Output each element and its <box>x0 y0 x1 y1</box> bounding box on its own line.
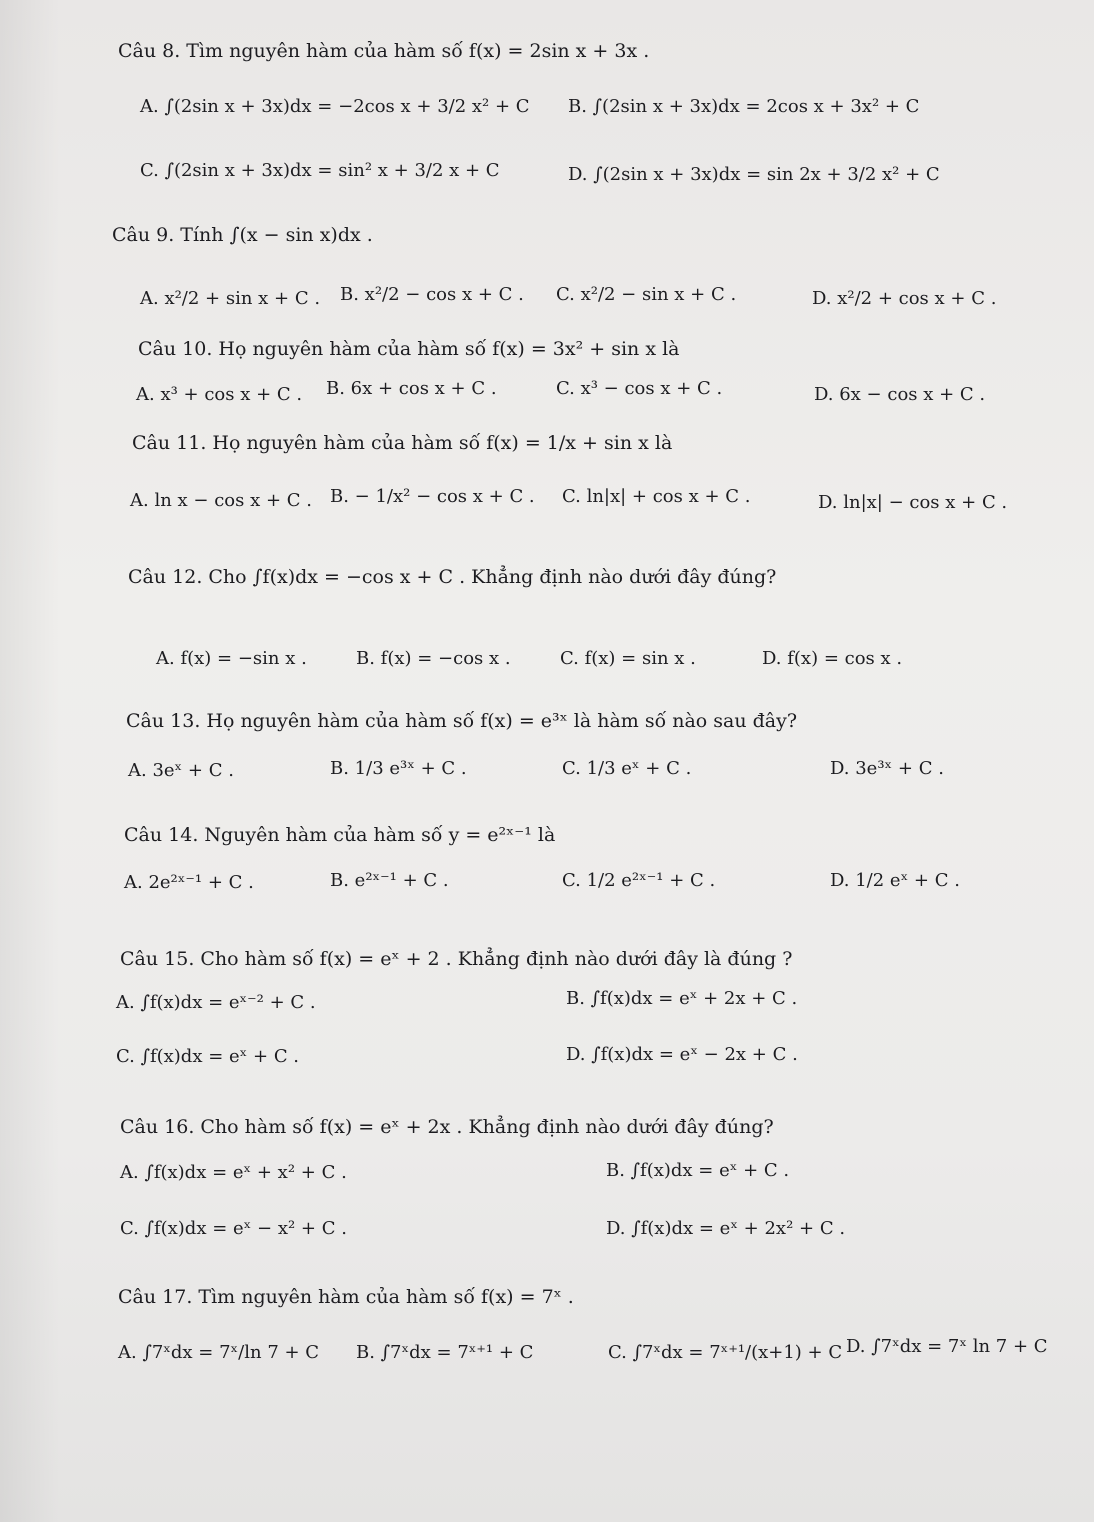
question-11-option-b[interactable]: B. − 1/x² − cos x + C . <box>330 486 535 507</box>
question-13-stem: Câu 13. Họ nguyên hàm của hàm số f(x) = e³ˣ là hàm số nào sau đây? <box>126 710 798 732</box>
question-12-option-d[interactable]: D. f(x) = cos x . <box>762 648 903 669</box>
question-17-option-c[interactable]: C. ∫7ˣdx = 7ˣ⁺¹/(x+1) + C <box>608 1342 843 1363</box>
question-17-option-d[interactable]: D. ∫7ˣdx = 7ˣ ln 7 + C <box>846 1336 1048 1357</box>
question-8-option-d[interactable]: D. ∫(2sin x + 3x)dx = sin 2x + 3/2 x² + C <box>568 164 940 185</box>
question-8-stem: Câu 8. Tìm nguyên hàm của hàm số f(x) = 2sin x + 3x . <box>118 40 650 62</box>
question-12-option-c[interactable]: C. f(x) = sin x . <box>560 648 696 669</box>
question-10-stem: Câu 10. Họ nguyên hàm của hàm số f(x) = 3x² + sin x là <box>138 338 680 360</box>
question-13-option-b[interactable]: B. 1/3 e³ˣ + C . <box>330 758 467 779</box>
question-11-option-c[interactable]: C. ln|x| + cos x + C . <box>562 486 751 507</box>
question-16-option-a[interactable]: A. ∫f(x)dx = eˣ + x² + C . <box>120 1162 347 1183</box>
question-14-option-c[interactable]: C. 1/2 e²ˣ⁻¹ + C . <box>562 870 716 891</box>
question-8-option-a[interactable]: A. ∫(2sin x + 3x)dx = −2cos x + 3/2 x² + C <box>140 96 530 117</box>
question-9-stem: Câu 9. Tính ∫(x − sin x)dx . <box>112 224 373 246</box>
question-14-option-b[interactable]: B. e²ˣ⁻¹ + C . <box>330 870 449 891</box>
question-12-option-a[interactable]: A. f(x) = −sin x . <box>156 648 307 669</box>
question-9-option-c[interactable]: C. x²/2 − sin x + C . <box>556 284 737 305</box>
question-15-option-d[interactable]: D. ∫f(x)dx = eˣ − 2x + C . <box>566 1044 798 1065</box>
question-16-option-c[interactable]: C. ∫f(x)dx = eˣ − x² + C . <box>120 1218 347 1239</box>
question-15-option-a[interactable]: A. ∫f(x)dx = eˣ⁻² + C . <box>116 992 316 1013</box>
question-15-option-b[interactable]: B. ∫f(x)dx = eˣ + 2x + C . <box>566 988 798 1009</box>
question-17-stem: Câu 17. Tìm nguyên hàm của hàm số f(x) = 7ˣ . <box>118 1286 574 1308</box>
question-17-option-b[interactable]: B. ∫7ˣdx = 7ˣ⁺¹ + C <box>356 1342 534 1363</box>
question-8-option-b[interactable]: B. ∫(2sin x + 3x)dx = 2cos x + 3x² + C <box>568 96 920 117</box>
question-10-option-b[interactable]: B. 6x + cos x + C . <box>326 378 497 399</box>
question-13-option-c[interactable]: C. 1/3 eˣ + C . <box>562 758 692 779</box>
question-13-option-a[interactable]: A. 3eˣ + C . <box>128 760 234 781</box>
question-11-option-d[interactable]: D. ln|x| − cos x + C . <box>818 492 1008 513</box>
question-14-option-a[interactable]: A. 2e²ˣ⁻¹ + C . <box>124 872 254 893</box>
question-9-option-d[interactable]: D. x²/2 + cos x + C . <box>812 288 997 309</box>
question-14-option-d[interactable]: D. 1/2 eˣ + C . <box>830 870 960 891</box>
question-11-stem: Câu 11. Họ nguyên hàm của hàm số f(x) = 1/x + sin x là <box>132 432 673 454</box>
question-15-stem: Câu 15. Cho hàm số f(x) = eˣ + 2 . Khẳng định nào dưới đây là đúng ? <box>120 948 793 970</box>
question-11-option-a[interactable]: A. ln x − cos x + C . <box>130 490 312 511</box>
question-17-option-a[interactable]: A. ∫7ˣdx = 7ˣ/ln 7 + C <box>118 1342 320 1363</box>
question-10-option-d[interactable]: D. 6x − cos x + C . <box>814 384 986 405</box>
question-16-option-b[interactable]: B. ∫f(x)dx = eˣ + C . <box>606 1160 790 1181</box>
question-10-option-c[interactable]: C. x³ − cos x + C . <box>556 378 723 399</box>
question-12-stem: Câu 12. Cho ∫f(x)dx = −cos x + C . Khẳng định nào dưới đây đúng? <box>128 566 777 588</box>
question-14-stem: Câu 14. Nguyên hàm của hàm số y = e²ˣ⁻¹ là <box>124 824 556 846</box>
question-15-option-c[interactable]: C. ∫f(x)dx = eˣ + C . <box>116 1046 300 1067</box>
question-12-option-b[interactable]: B. f(x) = −cos x . <box>356 648 511 669</box>
question-16-stem: Câu 16. Cho hàm số f(x) = eˣ + 2x . Khẳng định nào dưới đây đúng? <box>120 1116 774 1138</box>
question-9-option-a[interactable]: A. x²/2 + sin x + C . <box>140 288 321 309</box>
question-16-option-d[interactable]: D. ∫f(x)dx = eˣ + 2x² + C . <box>606 1218 846 1239</box>
question-9-option-b[interactable]: B. x²/2 − cos x + C . <box>340 284 524 305</box>
question-10-option-a[interactable]: A. x³ + cos x + C . <box>136 384 303 405</box>
question-13-option-d[interactable]: D. 3e³ˣ + C . <box>830 758 944 779</box>
question-8-option-c[interactable]: C. ∫(2sin x + 3x)dx = sin² x + 3/2 x + C <box>140 160 500 181</box>
